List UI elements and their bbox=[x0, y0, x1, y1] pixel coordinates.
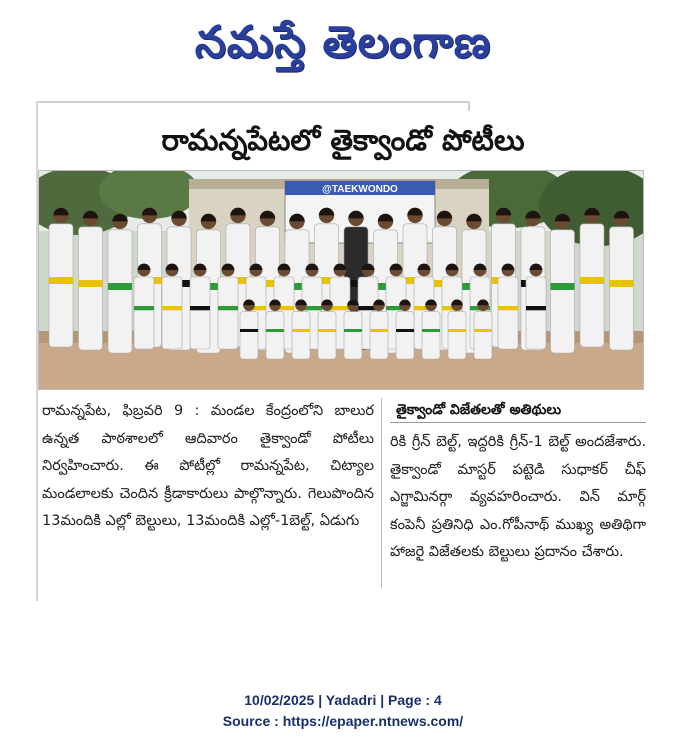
article-body-right-column bbox=[390, 398, 646, 598]
photo-figure bbox=[580, 208, 604, 347]
group-photo-illustration bbox=[39, 171, 643, 389]
photo-figure bbox=[49, 208, 73, 347]
clipping-corner-rule bbox=[468, 101, 470, 111]
photo-caption: తైక్వాండో విజేతలతో అతిథులు bbox=[390, 398, 646, 423]
photo-figure bbox=[79, 211, 103, 350]
photo-figure bbox=[108, 214, 132, 353]
footer-source: Source : https://epaper.ntnews.com/ bbox=[222, 713, 464, 729]
column-divider bbox=[381, 398, 382, 588]
article-body-left: రామన్నపేట, ఫిబ్రవరి 9 : మండల కేంద్రంలోని బాలుర ఉన్నత పాఠశాలలో ఆదివారం తైక్వాండో పోటీలు నిర్వహించారు. ఈ పోటీల్లో రామన్నపేట, చిట్యాల మండలాలకు చెందిన క్రీడాకారులు పాల్గొన్నారు. గెలుపొందిన 13మందికి ఎల్లో బెల్టులు, 13మందికి ఎల్లో-1బెల్ట్, ఏడుగు bbox=[42, 403, 374, 529]
article-body-left-column bbox=[42, 398, 374, 598]
page-footer bbox=[0, 690, 686, 732]
photo-figure bbox=[551, 214, 575, 353]
newspaper-masthead: నమస్తే తెలంగాణ bbox=[194, 17, 492, 68]
article-headline: రామన్నపేటలో తైక్వాండో పోటీలు bbox=[161, 123, 525, 157]
photo-figure bbox=[610, 211, 634, 350]
article-body-right: రికి గ్రీన్ బెల్ట్, ఇద్దరికి గ్రీన్-1 బెల్ట్ అందజేశారు. తైక్వాండో మాస్టర్ పట్టెడి సుధాకర్ చీఫ్ ఎగ్జామినర్గా వ్యవహరించారు. విన్ మార్గ్ కంపెనీ ప్రతినిధి ఎం.గోపీనాథ్ ముఖ్య అతిథిగా హాజరై విజేతలకు బెల్టులు ప్రదానం చేశారు. bbox=[390, 434, 646, 560]
clipping-top-rule bbox=[36, 101, 470, 103]
photo-banner-text: @TAEKWONDO bbox=[322, 184, 398, 195]
footer-date-edition: 10/02/2025 | Yadadri | Page : 4 bbox=[244, 692, 442, 708]
article-photo bbox=[38, 170, 644, 390]
